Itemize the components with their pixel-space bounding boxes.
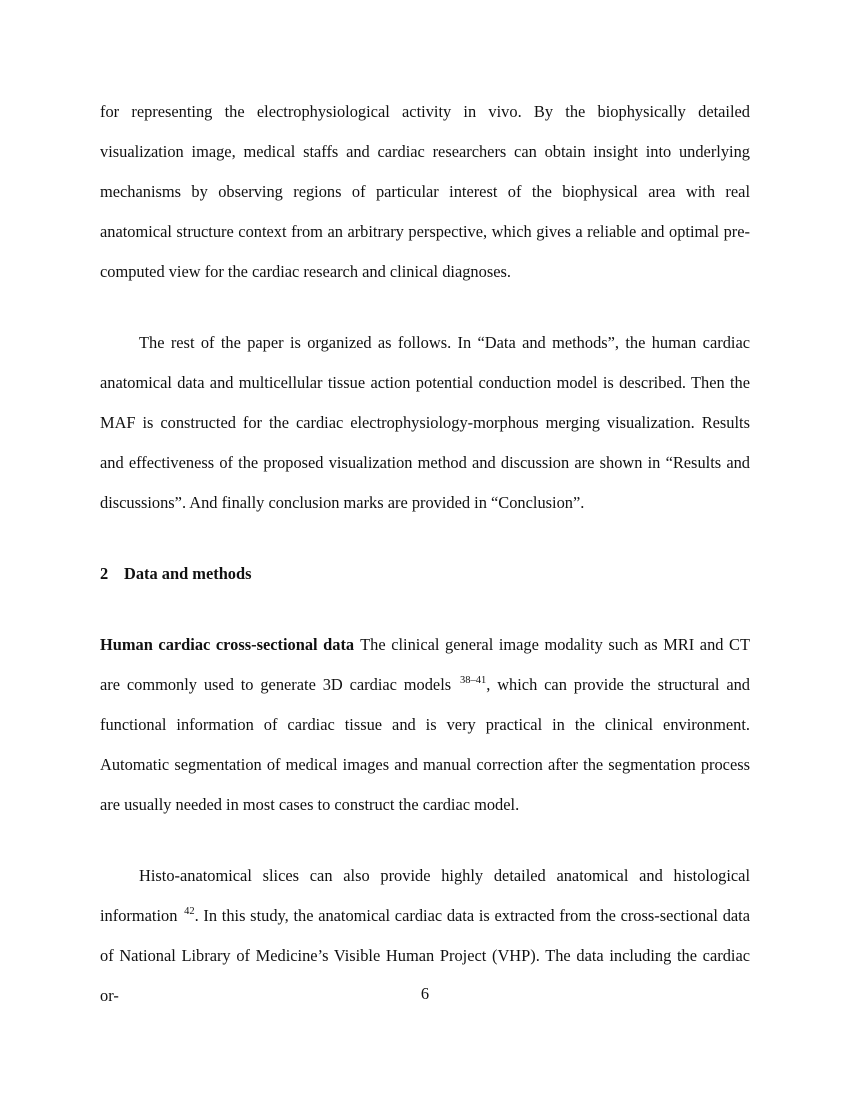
subsection-runin-title: Human cardiac cross-sectional data xyxy=(100,635,355,654)
citation-ref: 38–41 xyxy=(460,675,487,686)
paragraph-intro-continued: for representing the electrophysiological activity in vivo. By the biophysically detailed visualization image, medical staffs and cardiac researchers can obtain insight into underlying mechanisms by observing regions of particular interest of the biophysical area with real anatomical structure context from an arbitrary perspective, which gives a reliable and optimal pre-computed view for the cardiac research and clinical diagnoses. xyxy=(100,102,750,281)
page-body xyxy=(100,92,750,1016)
paragraph-cross-sectional-data xyxy=(100,625,750,825)
section-number: 2 xyxy=(100,564,109,583)
paragraph-gap xyxy=(100,292,750,323)
section-heading xyxy=(100,554,750,594)
section-title: Data and methods xyxy=(124,564,252,583)
subsection-text-after-ref: , which can provide the structural and functional information of cardiac tissue and is very practical in the clinical environment. Automatic segmentation of medical images and manual correction after the segmentation process are usually needed in most cases to construct the cardiac model. xyxy=(100,675,750,814)
p4-text-before-ref: Histo-anatomical slices can also provide highly detailed anatomical and histological information xyxy=(100,866,750,925)
paragraph-organization: The rest of the paper is organized as follows. In “Data and methods”, the human cardiac anatomical data and multicellular tissue action potential conduction model is described. Then the MAF is constructed for the cardiac electrophysiology-morphous merging visualization. Results and effectiveness of the proposed visualization method and discussion are shown in “Results and discussions”. And finally conclusion marks are provided in “Conclusion”. xyxy=(100,333,750,512)
paragraph-gap xyxy=(100,594,750,625)
paragraph-gap xyxy=(100,523,750,554)
subsection-text-before-ref: The clinical general image modality such as MRI and CT are commonly used to generate 3D cardiac models xyxy=(100,635,750,694)
page-number: 6 xyxy=(420,984,430,1003)
citation-ref: 42 xyxy=(184,906,195,917)
p4-text-after-ref: . In this study, the anatomical cardiac data is extracted from the cross-sectional data of National Library of Medicine’s Visible Human Project (VHP). The data including the cardiac or- xyxy=(100,906,750,1005)
paragraph-gap xyxy=(100,825,750,856)
